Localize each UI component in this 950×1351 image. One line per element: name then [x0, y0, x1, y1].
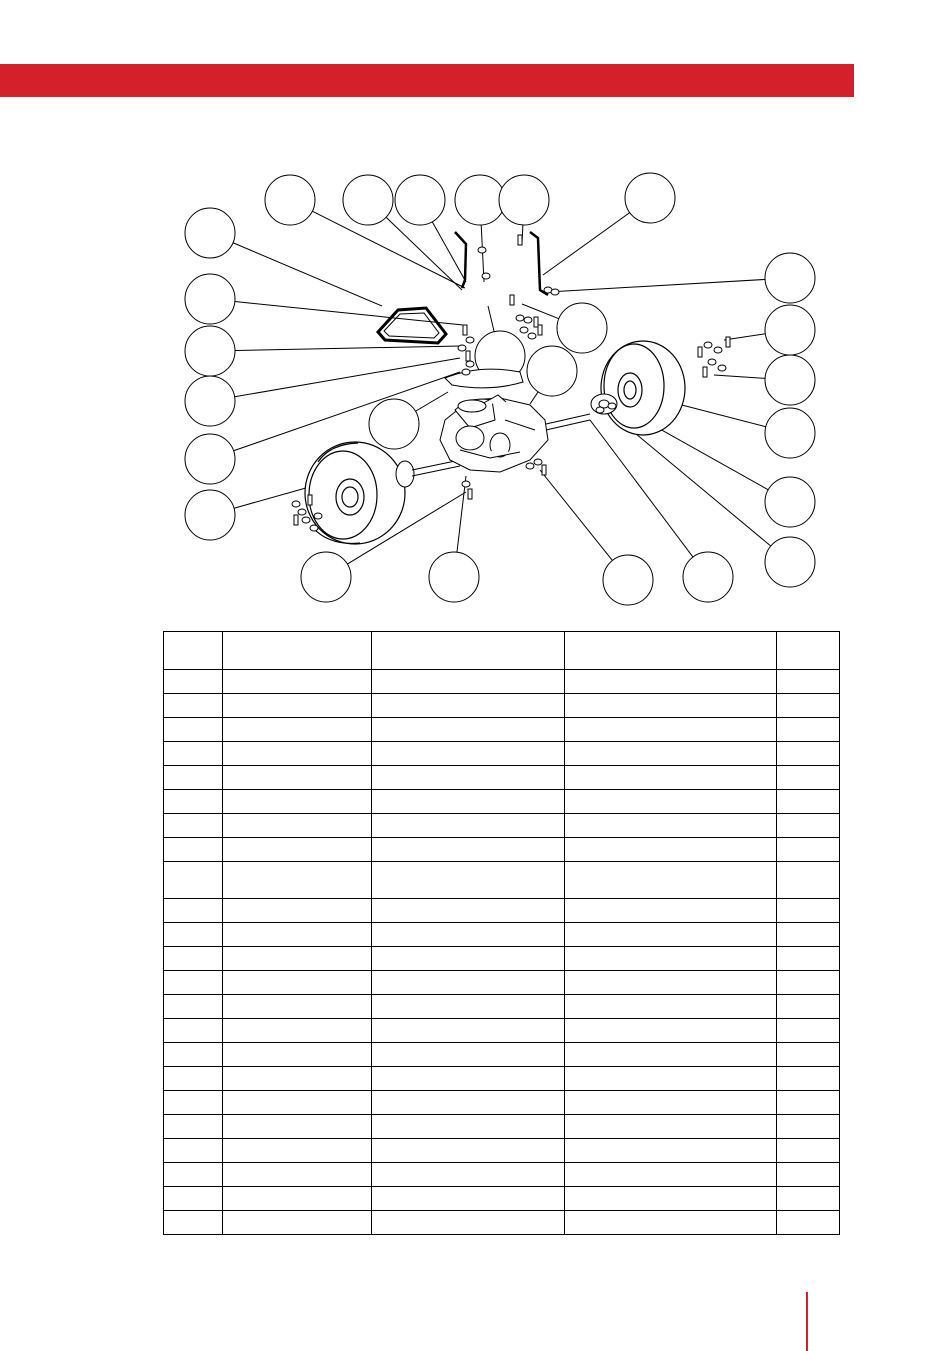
table-row — [164, 814, 840, 838]
table-cell — [565, 1163, 777, 1187]
callout-circle — [343, 175, 393, 225]
table-row — [164, 1163, 840, 1187]
fastener-icon — [482, 273, 490, 279]
bracket-plate-icon — [445, 369, 523, 388]
table-cell — [372, 995, 565, 1019]
table-cell — [164, 1115, 223, 1139]
table-row — [164, 718, 840, 742]
table-cell — [372, 838, 565, 862]
table-cell — [164, 1139, 223, 1163]
leader-line — [488, 306, 494, 332]
table-cell — [565, 766, 777, 790]
table-cell — [565, 718, 777, 742]
fastener-icon — [726, 337, 730, 347]
fastener-icon — [314, 513, 322, 519]
table-cell — [565, 1067, 777, 1091]
table-cell — [223, 766, 372, 790]
header-cell — [164, 632, 223, 670]
table-cell — [777, 1067, 840, 1091]
table-cell — [223, 1187, 372, 1211]
table-cell — [223, 1091, 372, 1115]
table-cell — [565, 899, 777, 923]
table-row — [164, 1043, 840, 1067]
table-cell — [372, 947, 565, 971]
footer-rule — [806, 1292, 808, 1351]
table-cell — [777, 718, 840, 742]
table-cell — [777, 1091, 840, 1115]
table-cell — [565, 814, 777, 838]
table-cell — [223, 814, 372, 838]
table-cell — [223, 838, 372, 862]
table-cell — [565, 1115, 777, 1139]
fastener-icon — [468, 489, 472, 499]
table-cell — [223, 694, 372, 718]
control-rod-right-icon — [530, 232, 548, 295]
leader-line — [233, 243, 382, 306]
table-row — [164, 694, 840, 718]
table-cell — [372, 814, 565, 838]
fastener-icon — [294, 515, 298, 525]
table-row — [164, 1139, 840, 1163]
leader-line — [312, 211, 465, 288]
table-cell — [777, 1187, 840, 1211]
table-row — [164, 766, 840, 790]
callout-circle — [265, 175, 315, 225]
fastener-icon — [542, 465, 546, 475]
table-cell — [372, 670, 565, 694]
fastener-icon — [520, 327, 528, 333]
table-cell — [164, 838, 223, 862]
leader-line — [548, 279, 765, 292]
table-cell — [164, 1163, 223, 1187]
fastener-icon — [462, 369, 470, 375]
callout-circle — [499, 175, 549, 225]
callout-circle — [557, 303, 607, 353]
table-cell — [164, 862, 223, 899]
table-cell — [565, 1043, 777, 1067]
fastener-icon — [298, 509, 306, 515]
table-cell — [223, 1019, 372, 1043]
table-cell — [223, 718, 372, 742]
leader-line — [235, 358, 460, 397]
right-axle-icon — [546, 414, 590, 430]
callout-circle — [429, 552, 479, 602]
table-cell — [223, 1067, 372, 1091]
fastener-icon — [466, 337, 474, 343]
fastener-icon — [528, 333, 536, 339]
table-row — [164, 1211, 840, 1235]
callout-circle — [603, 555, 653, 605]
callout-circle — [765, 408, 815, 458]
callout-circle — [185, 434, 235, 484]
header-cell — [372, 632, 565, 670]
table-cell — [777, 923, 840, 947]
table-cell — [565, 862, 777, 899]
table-cell — [223, 899, 372, 923]
fastener-icon — [516, 315, 524, 321]
table-cell — [164, 947, 223, 971]
leader-line — [522, 304, 559, 319]
table-cell — [372, 899, 565, 923]
table-cell — [223, 790, 372, 814]
leader-line — [235, 346, 460, 351]
parts-table-body — [164, 670, 840, 1235]
table-cell — [777, 862, 840, 899]
callout-circle — [185, 274, 235, 324]
fastener-icon — [466, 351, 470, 361]
callout-circle — [683, 552, 733, 602]
fastener-icon — [538, 325, 542, 335]
left-wheel-icon — [305, 442, 405, 544]
fastener-icon — [463, 325, 467, 335]
table-cell — [372, 1043, 565, 1067]
table-cell — [372, 1115, 565, 1139]
table-row — [164, 1091, 840, 1115]
table-cell — [777, 1043, 840, 1067]
fastener-icon — [510, 295, 514, 305]
table-cell — [777, 995, 840, 1019]
table-cell — [164, 899, 223, 923]
table-cell — [372, 1019, 565, 1043]
table-cell — [565, 742, 777, 766]
table-cell — [777, 838, 840, 862]
table-cell — [164, 718, 223, 742]
callout-circle — [765, 253, 815, 303]
header-cell — [777, 632, 840, 670]
table-cell — [777, 670, 840, 694]
table-cell — [164, 995, 223, 1019]
table-cell — [164, 814, 223, 838]
callout-circle — [765, 477, 815, 527]
fastener-icon — [524, 317, 532, 323]
callout-circle — [185, 490, 235, 540]
fastener-icon — [534, 459, 542, 465]
leader-line — [714, 375, 765, 378]
table-cell — [565, 1091, 777, 1115]
table-cell — [565, 1187, 777, 1211]
callout-circle — [301, 552, 351, 602]
table-cell — [777, 790, 840, 814]
table-row — [164, 1187, 840, 1211]
fastener-icon — [703, 367, 707, 377]
table-cell — [164, 790, 223, 814]
leader-line — [540, 470, 612, 560]
fastener-icon — [458, 345, 466, 351]
table-cell — [372, 862, 565, 899]
table-cell — [777, 1163, 840, 1187]
leader-line — [530, 392, 538, 404]
left-hub-icon — [396, 460, 460, 487]
table-cell — [164, 1091, 223, 1115]
table-cell — [164, 1211, 223, 1235]
table-cell — [565, 694, 777, 718]
table-cell — [164, 923, 223, 947]
table-cell — [223, 1211, 372, 1235]
parts-table-header — [164, 632, 840, 670]
table-cell — [777, 1019, 840, 1043]
leader-line — [457, 476, 466, 552]
table-row — [164, 971, 840, 995]
callout-circle — [625, 173, 675, 223]
table-row — [164, 923, 840, 947]
table-cell — [223, 1043, 372, 1067]
table-cell — [565, 1211, 777, 1235]
table-cell — [777, 766, 840, 790]
callout-circle — [185, 376, 235, 426]
callout-circle — [765, 537, 815, 587]
leader-line — [590, 420, 693, 557]
table-cell — [164, 971, 223, 995]
table-cell — [223, 862, 372, 899]
table-cell — [164, 742, 223, 766]
leader-line — [678, 404, 766, 427]
table-cell — [565, 1139, 777, 1163]
fastener-icon — [698, 347, 702, 357]
table-row — [164, 995, 840, 1019]
table-cell — [565, 670, 777, 694]
table-cell — [565, 971, 777, 995]
table-cell — [372, 742, 565, 766]
fastener-icon — [704, 342, 712, 348]
table-cell — [372, 1139, 565, 1163]
table-cell — [372, 790, 565, 814]
table-cell — [164, 1043, 223, 1067]
callout-circle — [185, 326, 235, 376]
parts-table — [163, 631, 840, 1235]
table-cell — [777, 1139, 840, 1163]
fastener-icon — [596, 407, 604, 413]
fastener-icon — [466, 361, 474, 367]
table-cell — [164, 1067, 223, 1091]
leader-line — [234, 372, 460, 451]
fastener-icon — [292, 501, 300, 507]
table-cell — [372, 1067, 565, 1091]
table-cell — [223, 670, 372, 694]
table-cell — [777, 947, 840, 971]
table-cell — [164, 1019, 223, 1043]
table-cell — [372, 718, 565, 742]
table-cell — [372, 971, 565, 995]
table-row — [164, 899, 840, 923]
table-row — [164, 742, 840, 766]
table-cell — [164, 670, 223, 694]
leader-line — [432, 222, 466, 282]
table-cell — [164, 1187, 223, 1211]
fastener-icon — [718, 365, 726, 371]
fastener-icon — [714, 347, 722, 353]
leader-line — [416, 392, 448, 411]
table-row — [164, 1115, 840, 1139]
table-cell — [223, 1115, 372, 1139]
table-cell — [777, 814, 840, 838]
table-cell — [372, 923, 565, 947]
table-cell — [372, 1211, 565, 1235]
fastener-icon — [478, 247, 486, 253]
table-cell — [372, 694, 565, 718]
leader-line — [543, 213, 630, 275]
fastener-icon — [302, 517, 310, 523]
callout-circle — [395, 175, 445, 225]
callout-circle — [765, 305, 815, 355]
fastener-icon — [310, 525, 318, 531]
table-row — [164, 790, 840, 814]
fastener-icon — [462, 481, 470, 487]
table-cell — [777, 1115, 840, 1139]
table-cell — [565, 790, 777, 814]
callout-circle — [455, 175, 505, 225]
table-cell — [372, 1091, 565, 1115]
table-cell — [372, 766, 565, 790]
table-cell — [372, 1163, 565, 1187]
table-cell — [223, 742, 372, 766]
header-cell — [565, 632, 777, 670]
callout-circle — [369, 399, 419, 449]
table-cell — [777, 899, 840, 923]
callout-circle — [527, 346, 577, 396]
header-cell — [223, 632, 372, 670]
fastener-icon — [708, 359, 716, 365]
table-cell — [777, 742, 840, 766]
table-row — [164, 838, 840, 862]
table-cell — [372, 1187, 565, 1211]
table-row — [164, 862, 840, 899]
table-cell — [565, 995, 777, 1019]
table-row — [164, 947, 840, 971]
transaxle-icon — [440, 395, 548, 472]
fastener-icon — [608, 403, 616, 409]
fastener-icon — [534, 317, 538, 327]
table-row — [164, 1067, 840, 1091]
table-cell — [565, 947, 777, 971]
table-cell — [223, 995, 372, 1019]
table-cell — [223, 947, 372, 971]
table-cell — [223, 971, 372, 995]
fastener-icon — [551, 289, 559, 295]
callout-circle — [185, 208, 235, 258]
table-cell — [164, 694, 223, 718]
table-cell — [223, 923, 372, 947]
fastener-icon — [526, 463, 534, 469]
exploded-rear-axle-diagram-icon — [0, 0, 950, 620]
table-cell — [777, 694, 840, 718]
table-cell — [777, 971, 840, 995]
table-cell — [565, 923, 777, 947]
table-row — [164, 1019, 840, 1043]
fastener-icon — [308, 495, 312, 505]
fastener-icon — [518, 235, 522, 245]
table-cell — [164, 766, 223, 790]
callout-circle — [765, 355, 815, 405]
table-cell — [565, 1019, 777, 1043]
table-cell — [223, 1163, 372, 1187]
table-cell — [777, 1211, 840, 1235]
table-cell — [223, 1139, 372, 1163]
right-wheel-icon — [601, 341, 685, 435]
table-row — [164, 670, 840, 694]
table-cell — [565, 838, 777, 862]
control-rod-left-icon — [455, 232, 466, 288]
